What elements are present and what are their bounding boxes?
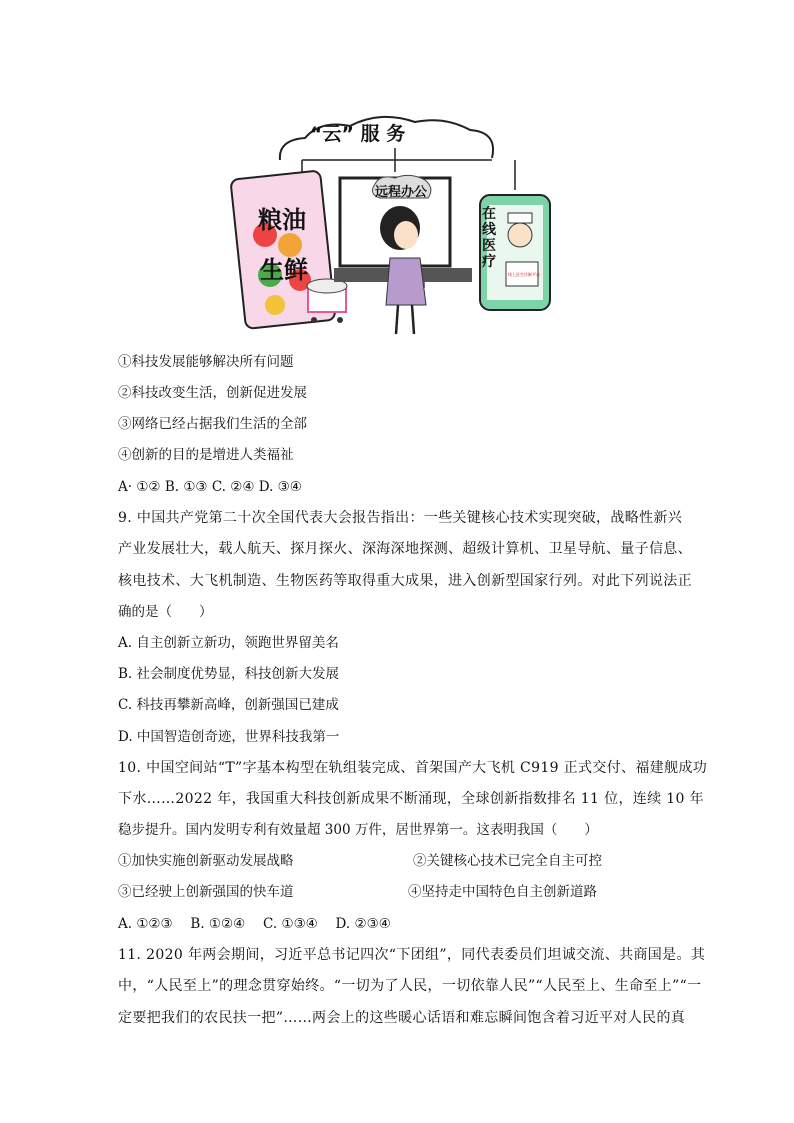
q10-answers: A. ①②③ B. ①②④ C. ①③④ D. ②③④ [118, 916, 391, 932]
grocery-label-2: 生鲜 [260, 256, 308, 284]
q9-stem-line-4: 确的是（ ） [118, 604, 213, 620]
q10-option-2: ②关键核心技术已完全自主可控 [413, 853, 602, 869]
q9-option-c: C. 科技再攀新高峰，创新强国已建成 [118, 697, 339, 713]
medical-label-4: 疗 [482, 254, 496, 270]
cloud-service-illustration [230, 110, 560, 340]
q9-option-b: B. 社会制度优势显，科技创新大发展 [118, 666, 340, 682]
q10-options-row-2 [118, 882, 678, 902]
medical-sign: 线上医生诊断平台 [508, 272, 540, 277]
q9-stem-line-2: 产业发展壮大，载人航天、探月探火、深海深地探测、超级计算机、卫星导航、量子信息、 [118, 541, 692, 557]
medical-phone [480, 195, 550, 310]
q8-option-2: ②科技改变生活，创新促进发展 [118, 385, 307, 401]
medical-label-2: 线 [482, 222, 496, 238]
q8-option-1: ①科技发展能够解决所有问题 [118, 354, 294, 370]
medical-label-1: 在 [482, 206, 496, 222]
q8-option-4: ④创新的目的是增进人类福祉 [118, 447, 294, 463]
q10-stem-line-3: 稳步提升。国内发明专利有效量超 300 万件，居世界第一。这表明我国（ ） [118, 822, 598, 838]
q11-stem-line-2: 中，“人民至上”的理念贯穿始终。“一切为了人民，一切依靠人民”“人民至上、生命至上”“一 [118, 978, 702, 994]
q10-stem-line-1: 10. 中国空间站“T”字基本构型在轨组装完成、首架国产大飞机 C919 正式交付、福建舰成功 [118, 760, 708, 776]
q11-stem-line-3: 定要把我们的农民扶一把”……两会上的这些暖心话语和难忘瞬间饱含着习近平对人民的真 [118, 1010, 686, 1026]
figure-title: “云” 服 务 [310, 123, 406, 145]
q8-answers: A· ①② B. ①③ C. ②④ D. ③④ [118, 479, 302, 495]
q10-option-1: ①加快实施创新驱动发展战略 [118, 853, 294, 869]
q10-options-row-1 [118, 851, 678, 871]
q9-stem-line-3: 核电技术、大飞机制造、生物医药等取得重大成果，进入创新型国家行列。对此下列说法正 [118, 573, 692, 589]
medical-label-3: 医 [482, 238, 496, 254]
q8-option-3: ③网络已经占据我们生活的全部 [118, 416, 307, 432]
q9-option-d: D. 中国智造创奇迹，世界科技我第一 [118, 729, 340, 745]
q10-option-4: ④坚持走中国特色自主创新道路 [408, 884, 597, 900]
q9-stem-line-1: 9. 中国共产党第二十次全国代表大会报告指出：一些关键核心技术实现突破，战略性新兴 [118, 510, 683, 526]
grocery-label-1: 粮油 [258, 206, 306, 234]
q10-option-3: ③已经驶上创新强国的快车道 [118, 884, 294, 900]
q10-stem-line-2: 下水……2022 年，我国重大科技创新成果不断涌现，全球创新指数排名 11 位，连续 10 年 [118, 791, 704, 807]
monitor-label: 远程办公 [375, 185, 428, 200]
q11-stem-line-1: 11. 2020 年两会期间，习近平总书记四次“下团组”，同代表委员们坦诚交流、共商国是。其 [118, 947, 706, 963]
q9-option-a: A. 自主创新立新功，领跑世界留美名 [118, 635, 339, 651]
